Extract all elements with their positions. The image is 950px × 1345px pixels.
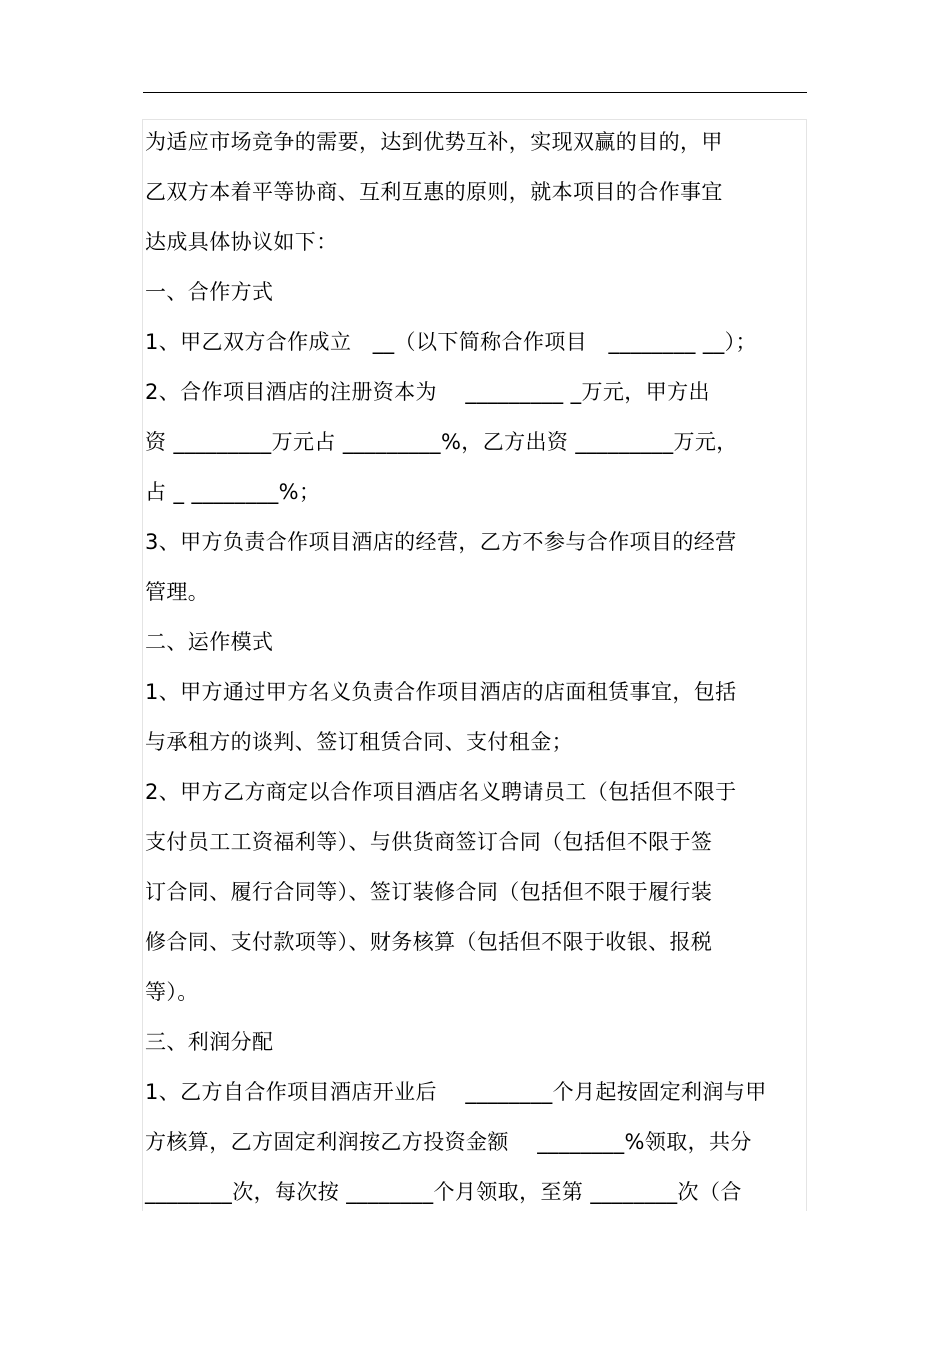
clause-line: ________次，每次按 ________个月领取，至第 ________次（合 [145, 1180, 742, 1204]
clause-line: 3、甲方负责合作项目酒店的经营，乙方不参与合作项目的经营 [145, 530, 737, 554]
page-frame-right [806, 119, 807, 1211]
clause-line: 修合同、支付款项等）、财务核算（包括但不限于收银、报税 [145, 930, 713, 954]
section-heading: 三、利润分配 [145, 1030, 274, 1054]
clause-line: 2、合作项目酒店的注册资本为 _________ _万元，甲方出 [145, 380, 710, 404]
clause-line: 占 _ ________%； [145, 480, 321, 504]
page-frame-top [143, 119, 807, 120]
clause-line: 1、乙方自合作项目酒店开业后 ________个月起按固定利润与甲 [145, 1080, 767, 1104]
clause-line: 2、甲方乙方商定以合作项目酒店名义聘请员工（包括但不限于 [145, 780, 737, 804]
paragraph-line: 乙双方本着平等协商、互利互惠的原则，就本项目的合作事宜 [145, 180, 723, 204]
clause-line: 与承租方的谈判、签订租赁合同、支付租金； [145, 730, 573, 754]
clause-line: 1、甲乙双方合作成立 __（以下简称合作项目 ________ __）； [145, 330, 757, 354]
clause-line: 等）。 [145, 980, 199, 1004]
clause-line: 支付员工工资福利等）、与供货商签订合同（包括但不限于签 [145, 830, 713, 854]
clause-line: 方核算，乙方固定利润按乙方投资金额 ________%领取，共分 [145, 1130, 752, 1154]
clause-line: 管理。 [145, 580, 210, 604]
clause-line: 资 _________万元占 _________%，乙方出资 _________万元， [145, 430, 738, 454]
paragraph-line: 为适应市场竞争的需要，达到优势互补，实现双赢的目的，甲 [145, 130, 723, 154]
header-rule [143, 92, 807, 93]
page-frame-left [142, 119, 143, 1211]
section-heading: 二、运作模式 [145, 630, 274, 654]
clause-line: 订合同、履行合同等）、签订装修合同（包括但不限于履行装 [145, 880, 713, 904]
clause-line: 1、甲方通过甲方名义负责合作项目酒店的店面租赁事宜，包括 [145, 680, 737, 704]
paragraph-line: 达成具体协议如下： [145, 230, 338, 254]
section-heading: 一、合作方式 [145, 280, 274, 304]
